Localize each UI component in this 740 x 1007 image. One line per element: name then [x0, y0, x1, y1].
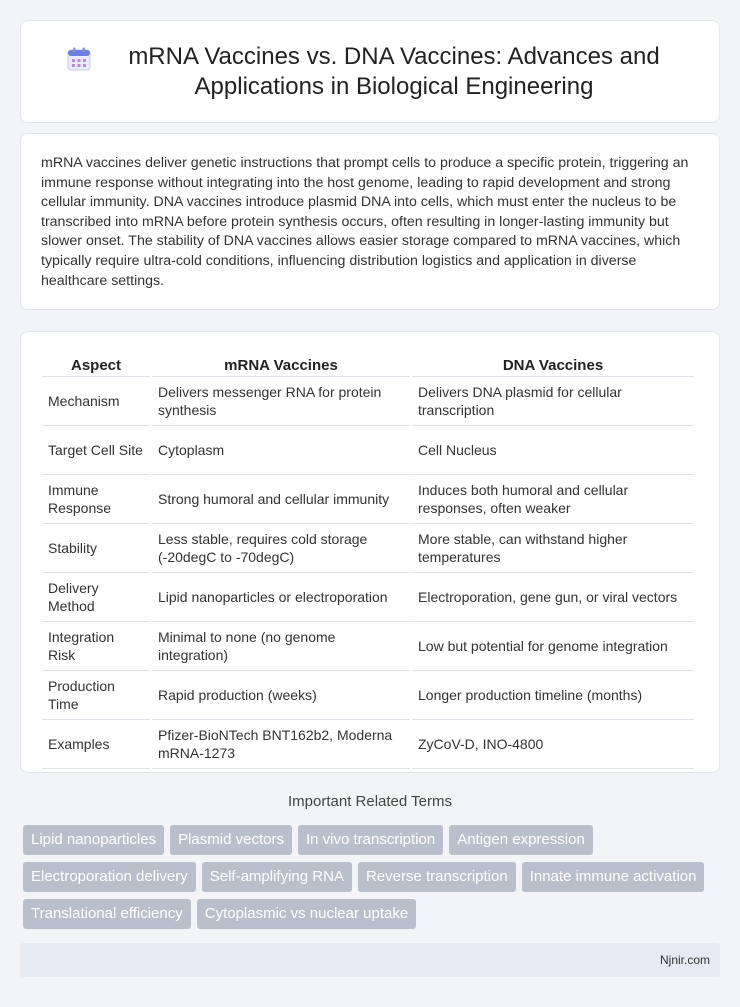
- cell-mrna: Minimal to none (no genome integration): [152, 622, 410, 671]
- related-term-tag[interactable]: Antigen expression: [449, 825, 593, 855]
- table-row: [42, 377, 694, 426]
- related-term-tag[interactable]: Lipid nanoparticles: [23, 825, 164, 855]
- cell-dna: ZyCoV-D, INO-4800: [412, 720, 694, 769]
- comparison-table: [40, 352, 696, 769]
- cell-mrna: Delivers messenger RNA for protein synthesis: [152, 377, 410, 426]
- cell-dna: Induces both humoral and cellular responses, often weaker: [412, 475, 694, 524]
- cell-mrna: Rapid production (weeks): [152, 671, 410, 720]
- intro-card: [20, 133, 720, 310]
- footer-site-link[interactable]: Njnir.com: [659, 953, 710, 967]
- page-title: mRNA Vaccines vs. DNA Vaccines: Advances and Applications in Biological Engineering: [128, 42, 660, 100]
- cell-mrna: Lipid nanoparticles or electroporation: [152, 573, 410, 622]
- table-row: [42, 573, 694, 622]
- cell-dna: More stable, can withstand higher temperatures: [412, 524, 694, 573]
- related-term-tag[interactable]: Cytoplasmic vs nuclear uptake: [197, 899, 416, 929]
- cell-dna: Longer production timeline (months): [412, 671, 694, 720]
- header-card: [20, 20, 720, 123]
- cell-dna: Low but potential for genome integration: [412, 622, 694, 671]
- table-row: [42, 720, 694, 769]
- related-terms-list: [23, 825, 723, 929]
- table-row: [42, 426, 694, 475]
- related-terms-title: Important Related Terms: [288, 793, 452, 810]
- related-term-tag[interactable]: In vivo transcription: [298, 825, 443, 855]
- related-term-tag[interactable]: Innate immune activation: [522, 862, 705, 892]
- intro-text: mRNA vaccines deliver genetic instructions that prompt cells to produce a specific protein, triggering an immune response without integrating into the host genome, leading to rapid development and strong cellular immunity. DNA vaccines introduce plasmid DNA into cells, which must enter the nucleus to be transcribed into mRNA before protein synthesis occurs, often resulting in longer-lasting immunity but slower onset. The stability of DNA vaccines allows easier storage compared to mRNA vaccines, which typically require ultra-cold conditions, influencing distribution logistics and application in diverse healthcare settings.: [41, 155, 689, 289]
- table-row: [42, 671, 694, 720]
- cell-dna: Electroporation, gene gun, or viral vectors: [412, 573, 694, 622]
- related-term-tag[interactable]: Translational efficiency: [23, 899, 191, 929]
- cell-aspect: Delivery Method: [42, 573, 150, 622]
- cell-aspect: Integration Risk: [42, 622, 150, 671]
- header-mrna: mRNA Vaccines: [152, 352, 410, 377]
- footer: [20, 943, 720, 977]
- table-row: [42, 622, 694, 671]
- related-term-tag[interactable]: Self-amplifying RNA: [202, 862, 352, 892]
- calendar-icon: [66, 46, 92, 72]
- comparison-table-card: [20, 331, 720, 773]
- table-row: [42, 524, 694, 573]
- cell-dna: Delivers DNA plasmid for cellular transcription: [412, 377, 694, 426]
- cell-mrna: Less stable, requires cold storage (-20degC to -70degC): [152, 524, 410, 573]
- table-header-row: [42, 352, 694, 377]
- cell-dna: Cell Nucleus: [412, 426, 694, 475]
- cell-mrna: Strong humoral and cellular immunity: [152, 475, 410, 524]
- header-dna: DNA Vaccines: [412, 352, 694, 377]
- header-aspect: Aspect: [42, 352, 150, 377]
- related-term-tag[interactable]: Plasmid vectors: [170, 825, 292, 855]
- cell-aspect: Immune Response: [42, 475, 150, 524]
- related-term-tag[interactable]: Electroporation delivery: [23, 862, 196, 892]
- cell-aspect: Stability: [42, 524, 150, 573]
- cell-mrna: Pfizer-BioNTech BNT162b2, Moderna mRNA-1273: [152, 720, 410, 769]
- related-term-tag[interactable]: Reverse transcription: [358, 862, 516, 892]
- cell-aspect: Examples: [42, 720, 150, 769]
- cell-aspect: Production Time: [42, 671, 150, 720]
- table-row: [42, 475, 694, 524]
- cell-aspect: Target Cell Site: [42, 426, 150, 475]
- cell-aspect: Mechanism: [42, 377, 150, 426]
- cell-mrna: Cytoplasm: [152, 426, 410, 475]
